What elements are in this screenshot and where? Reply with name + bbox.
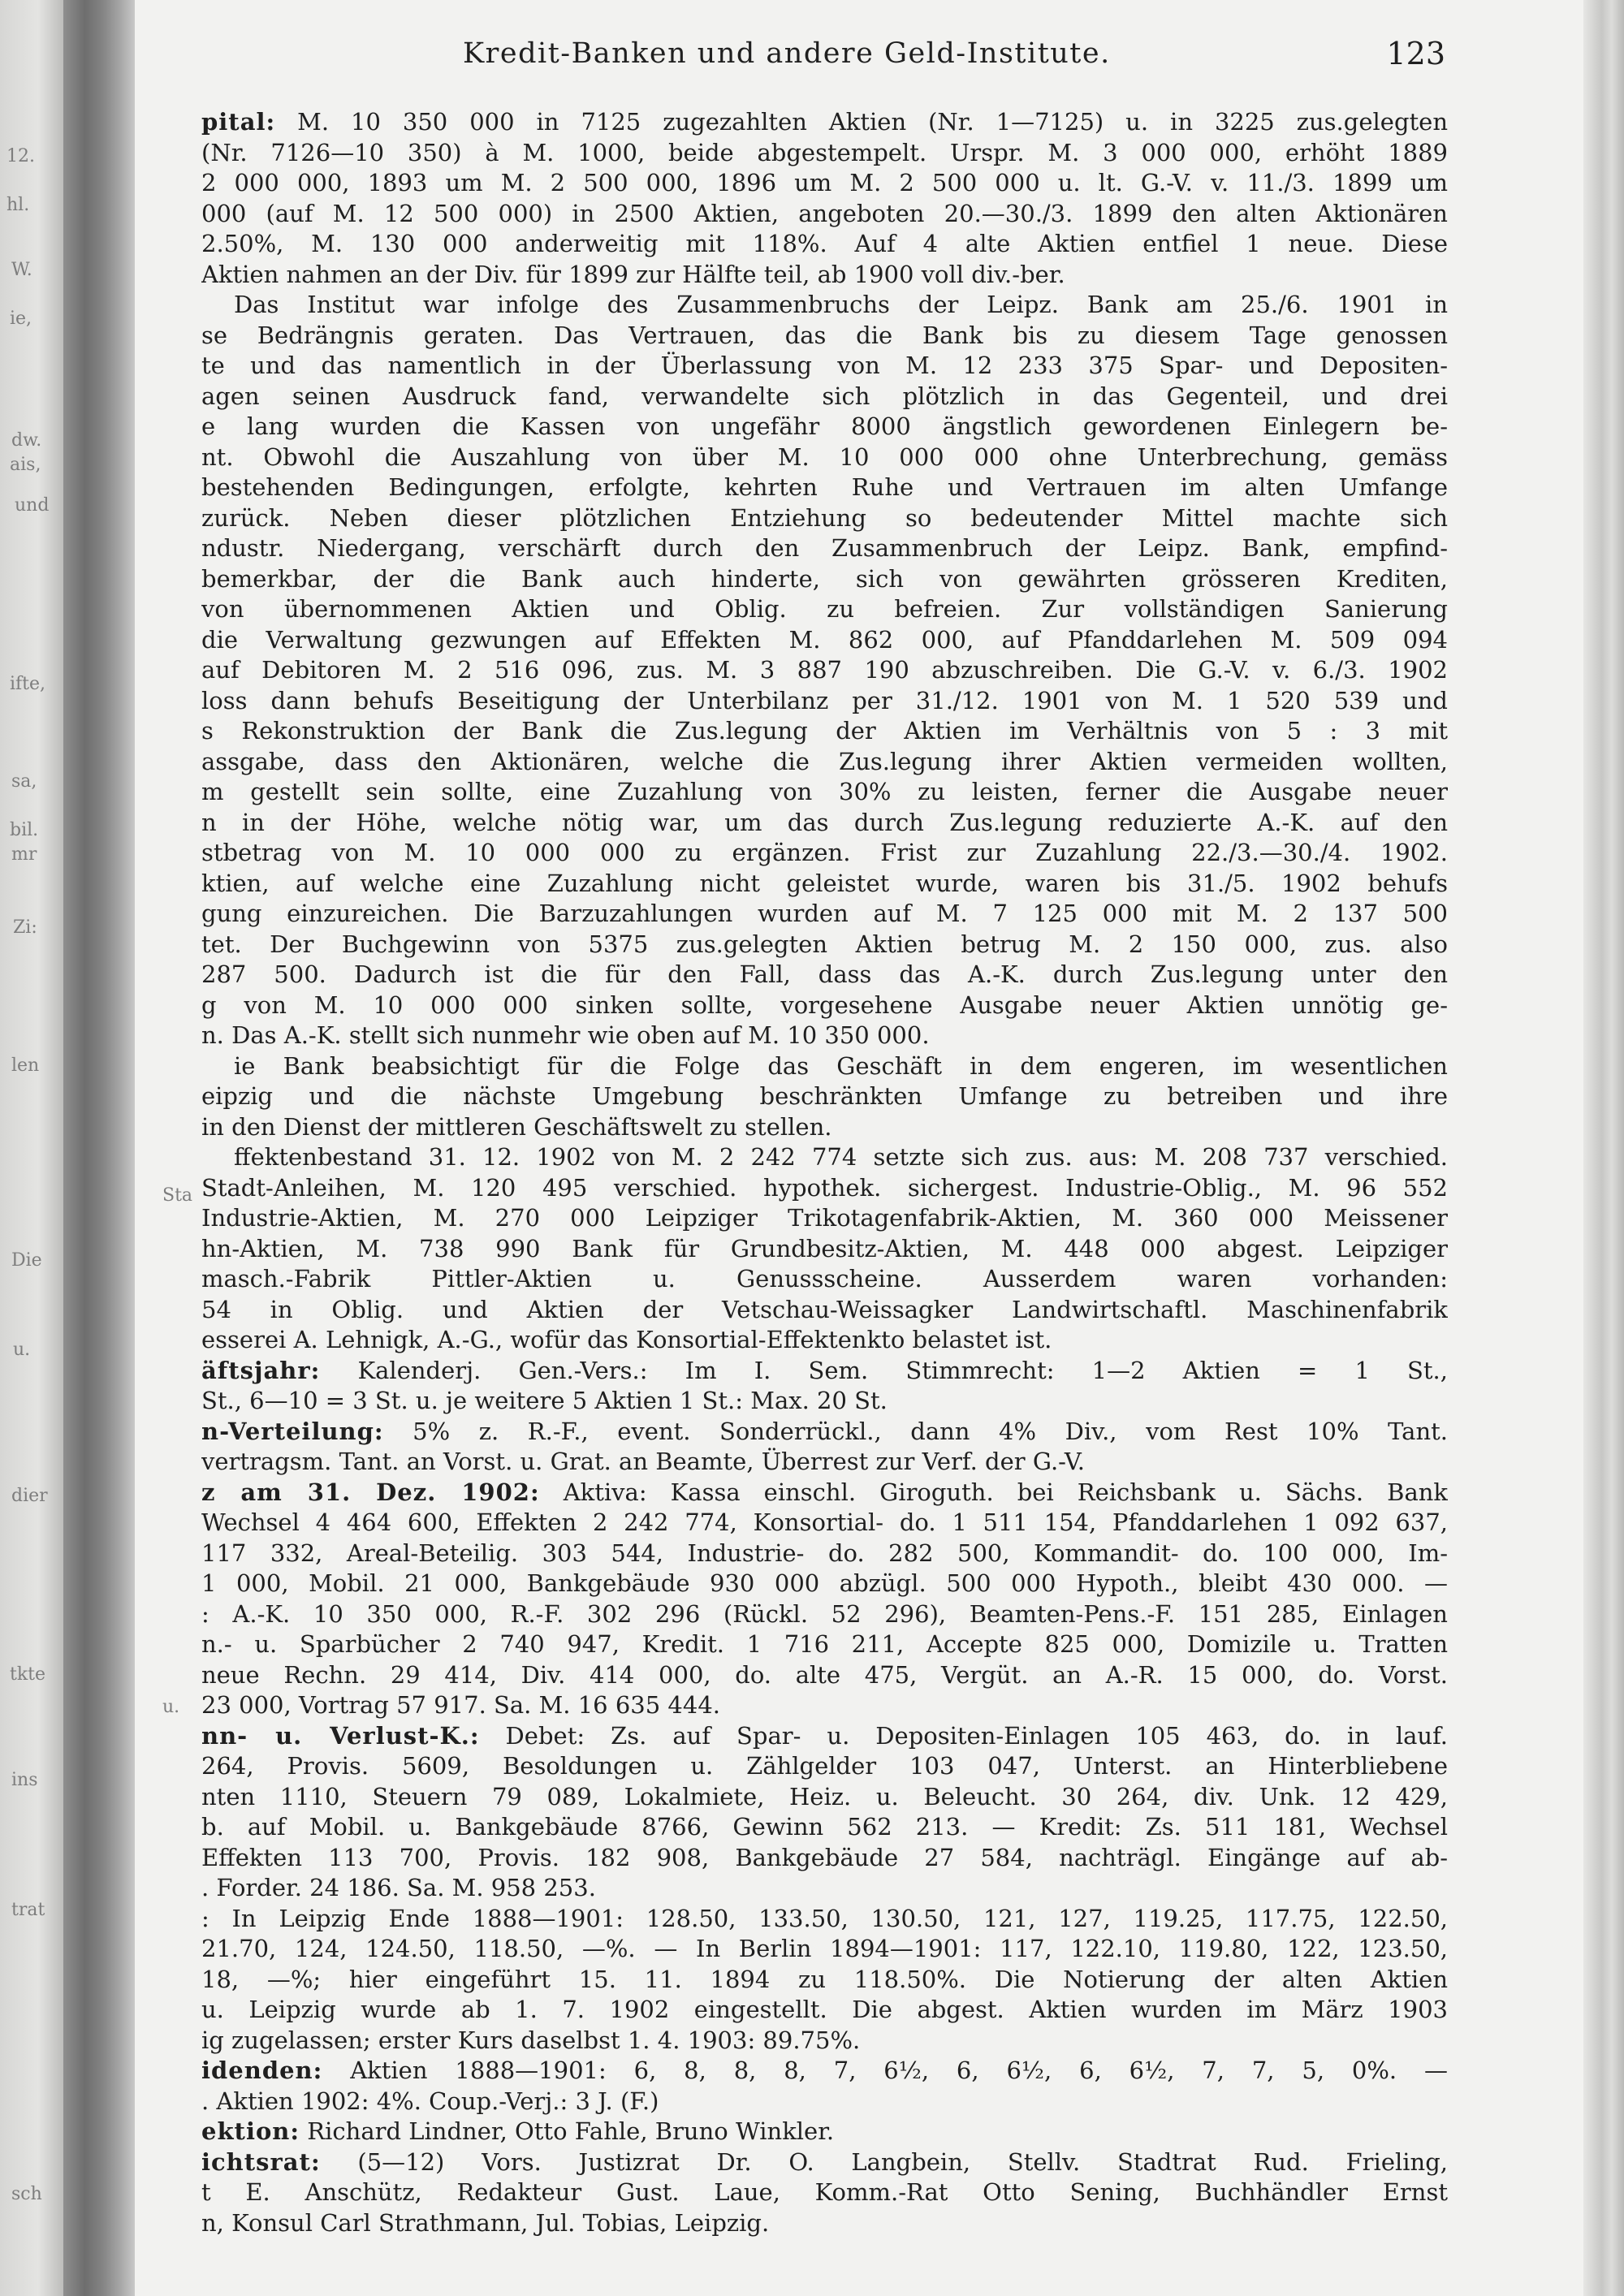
text-line [201,1234,1448,1265]
line-text: bemerkbar, der die Bank auch hinderte, sich von gewährten grösseren Krediten, [201,564,1448,593]
line-text: nten 1110, Steuern 79 089, Lokalmiete, Heiz. u. Beleucht. 30 264, div. Unk. 12 429, [201,1782,1448,1810]
text-line [201,2208,1448,2239]
text-line [201,1081,1448,1112]
body-text [201,107,1448,2267]
text-line [201,1690,1448,1721]
section-lead: ektion: [201,2117,300,2145]
margin-fragment: bil. [10,820,39,840]
line-text: gung einzureichen. Die Barzuzahlungen wurden auf M. 7 125 000 mit M. 2 137 500 [201,900,1448,927]
line-text: . Aktien 1902: 4%. Coup.-Verj.: 3 J. (F.) [201,2087,659,2115]
line-text: ig zugelassen; erster Kurs daselbst 1. 4. 1903: 89.75%. [201,2026,861,2054]
text-line [201,1356,1448,1387]
text-line [201,1751,1448,1782]
text-line [201,899,1448,930]
text-line [201,2177,1448,2208]
text-line [201,1325,1448,1356]
text-line [201,777,1448,808]
line-text: von übernommenen Aktien und Oblig. zu befreien. Zur vollständigen Sanierung [201,595,1448,623]
line-text: s Rekonstruktion der Bank die Zus.legung der Aktien im Verhältnis von 5 : 3 mit [201,717,1448,744]
line-text: die Verwaltung gezwungen auf Effekten M. 862 000, auf Pfanddarlehen M. 509 094 [201,625,1448,654]
facing-page-margin-fragments [0,0,195,2296]
line-text: M. 10 350 000 in 7125 zugezahlten Aktien (Nr. 1—7125) u. in 3225 zus.gelegten [275,108,1448,136]
line-text: Aktiva: Kassa einschl. Giroguth. bei Reichsbank u. Sächs. Bank [539,1478,1448,1506]
text-line [201,442,1448,473]
text-line [201,686,1448,717]
text-line [201,382,1448,412]
page-right-edge [1583,0,1624,2296]
text-line [201,594,1448,625]
line-text: 2 000 000, 1893 um M. 2 500 000, 1896 um M. 2 500 000 u. lt. G.-V. v. 11./3. 1899 um [201,169,1448,196]
margin-fragment: ifte, [10,674,46,694]
text-line [201,1934,1448,1965]
line-text: (Nr. 7126—10 350) à M. 1000, beide abgestempelt. Urspr. M. 3 000 000, erhöht 1889 [201,138,1448,166]
line-text: g von M. 10 000 000 sinken sollte, vorgesehene Ausgabe neuer Aktien unnötig ge- [201,990,1448,1019]
line-text: eipzig und die nächste Umgebung beschränkten Umfange zu betreiben und ihre [201,1082,1448,1110]
line-text: : A.-K. 10 350 000, R.-F. 302 296 (Rückl. 52 296), Beamten-Pens.-F. 151 285, Einlagen [201,1599,1448,1628]
line-text: 23 000, Vortrag 57 917. Sa. M. 16 635 444. [201,1691,720,1719]
margin-fragment: u. [13,1340,31,1360]
line-text: 117 332, Areal-Beteilig. 303 544, Industrie- do. 282 500, Kommandit- do. 100 000, Im- [201,1539,1448,1567]
text-line [201,869,1448,900]
text-line [201,1417,1448,1448]
margin-fragment: len [11,1055,40,1076]
margin-fragment: ie, [10,309,32,329]
text-line [201,960,1448,990]
line-text: b. auf Mobil. u. Bankgebäude 8766, Gewinn 562 213. — Kredit: Zs. 511 181, Wechsel [201,1813,1448,1841]
text-line [201,655,1448,686]
margin-fragment: trat [11,1900,45,1920]
text-line [201,503,1448,534]
line-text: 18, —%; hier eingeführt 15. 11. 1894 zu 118.50%. Die Notierung der alten Aktien [201,1965,1448,1993]
line-text: t E. Anschütz, Redakteur Gust. Laue, Komm.-Rat Otto Sening, Buchhändler Ernst [201,2178,1448,2206]
margin-fragment: Sta [162,1185,193,1206]
text-line [201,1599,1448,1630]
text-line [201,1447,1448,1478]
margin-fragment: Die [11,1250,42,1271]
line-text: 1 000, Mobil. 21 000, Bankgebäude 930 000 abzügl. 500 000 Hypoth., bleibt 430 000. — [201,1569,1448,1597]
text-line [201,716,1448,747]
line-text: 264, Provis. 5609, Besoldungen u. Zählgelder 103 047, Unterst. an Hinterbliebene [201,1752,1448,1780]
margin-fragment: 12. [6,146,35,166]
line-text: 5% z. R.-F., event. Sonderrückl., dann 4% Div., vom Rest 10% Tant. [383,1417,1448,1445]
section-lead: nn- u. Verlust-K.: [201,1721,480,1750]
line-text: ie Bank beabsichtigt für die Folge das Geschäft in dem engeren, im wesentlichen [234,1051,1448,1080]
text-line [201,1021,1448,1051]
text-line [201,412,1448,442]
line-text: assgabe, dass den Aktionären, welche die Zus.legung ihrer Aktien vermeiden wollten, [201,747,1448,775]
line-text: n. Das A.-K. stellt sich nunmehr wie oben auf M. 10 350 000. [201,1021,930,1049]
line-text: 54 in Oblig. und Aktien der Vetschau-Weissagker Landwirtschaftl. Maschinenfabrik [201,1295,1448,1323]
text-line [201,1629,1448,1660]
text-line [201,533,1448,564]
line-text: Aktien nahmen an der Div. für 1899 zur Hälfte teil, ab 1900 voll div.-ber. [201,260,1065,288]
page-number: 123 [1386,36,1445,71]
line-text: stbetrag von M. 10 000 000 zu ergänzen. Frist zur Zuzahlung 22./3.—30./4. 1902. [201,839,1448,866]
text-line [201,1539,1448,1569]
line-text: Aktien 1888—1901: 6, 8, 8, 8, 7, 6½, 6, 6½, 6, 6½, 7, 7, 5, 0%. — [322,2056,1448,2084]
margin-fragment: ais, [10,455,41,475]
margin-fragment: ins [11,1770,38,1790]
line-text: Richard Lindner, Otto Fahle, Bruno Winkler. [300,2117,835,2145]
text-line [201,473,1448,503]
text-line [201,1386,1448,1417]
line-text: in den Dienst der mittleren Geschäftswelt zu stellen. [201,1112,832,1141]
line-text: ndustr. Niedergang, verschärft durch den Zusammenbruch der Leipz. Bank, empfind- [201,534,1448,562]
text-line [201,1112,1448,1143]
margin-fragment: dier [11,1486,48,1506]
line-text: masch.-Fabrik Pittler-Aktien u. Genussscheine. Ausserdem waren vorhanden: [201,1265,1448,1293]
text-line [201,1843,1448,1874]
line-text: loss dann behufs Beseitigung der Unterbilanz per 31./12. 1901 von M. 1 520 539 und [201,686,1448,714]
line-text: 287 500. Dadurch ist die für den Fall, dass das A.-K. durch Zus.legung unter den [201,960,1448,988]
line-text: 000 (auf M. 12 500 000) in 2500 Aktien, angeboten 20.—30./3. 1899 den alten Aktionären [201,199,1448,227]
line-text: . Forder. 24 186. Sa. M. 958 253. [201,1874,596,1901]
line-text: Wechsel 4 464 600, Effekten 2 242 774, Konsortial- do. 1 511 154, Pfanddarlehen 1 092 637, [201,1508,1448,1536]
text-line [201,838,1448,869]
line-text: ffektenbestand 31. 12. 1902 von M. 2 242 774 setzte sich zus. aus: M. 208 737 verschied. [234,1143,1448,1171]
line-text: zurück. Neben dieser plötzlichen Entziehung so bedeutender Mittel machte sich [201,503,1448,532]
text-line [201,260,1448,291]
line-text: u. Leipzig wurde ab 1. 7. 1902 eingestellt. Die abgest. Aktien wurden im März 1903 [201,1996,1448,2023]
text-line [201,2087,1448,2117]
line-text: 21.70, 124, 124.50, 118.50, —%. — In Berlin 1894—1901: 117, 122.10, 119.80, 122, 123.50, [201,1935,1448,1962]
line-text: Kalenderj. Gen.-Vers.: Im I. Sem. Stimmrecht: 1—2 Aktien = 1 St., [320,1356,1448,1384]
text-line [201,229,1448,260]
line-text: Effekten 113 700, Provis. 182 908, Bankgebäude 27 584, nachträgl. Eingänge auf ab- [201,1843,1448,1871]
line-text: : In Leipzig Ende 1888—1901: 128.50, 133.50, 130.50, 121, 127, 119.25, 117.75, 122.50, [201,1904,1448,1932]
text-line [201,138,1448,169]
section-lead: idenden: [201,2056,323,2084]
text-line [201,808,1448,839]
margin-fragment: tkte [10,1664,46,1685]
text-line [201,990,1448,1021]
text-line [201,1508,1448,1539]
text-line [201,1965,1448,1996]
text-line [201,625,1448,656]
text-line [201,1478,1448,1508]
text-line [201,1904,1448,1935]
line-text: Industrie-Aktien, M. 270 000 Leipziger Trikotagenfabrik-Aktien, M. 360 000 Meissener [201,1204,1448,1232]
line-text: 2.50%, M. 130 000 anderweitig mit 118%. Auf 4 alte Aktien entfiel 1 neue. Diese [201,230,1448,257]
section-lead: pital: [201,108,276,136]
text-line [201,1051,1448,1082]
text-line [201,321,1448,352]
text-line [201,1782,1448,1813]
line-text: n.- u. Sparbücher 2 740 947, Kredit. 1 716 211, Accepte 825 000, Domizile u. Tratten [201,1630,1448,1658]
section-lead: n-Verteilung: [201,1417,384,1445]
section-lead: z am 31. Dez. 1902: [201,1478,540,1506]
margin-fragment: und [15,495,50,516]
text-line [201,1569,1448,1599]
text-line [201,1995,1448,2026]
text-line [201,2147,1448,2178]
text-line [201,107,1448,138]
text-line [201,168,1448,199]
text-line [201,351,1448,382]
line-text: agen seinen Ausdruck fand, verwandelte sich plötzlich in das Gegenteil, und drei [201,382,1448,410]
line-text: (5—12) Vors. Justizrat Dr. O. Langbein, Stellv. Stadtrat Rud. Frieling, [320,2147,1448,2176]
margin-fragment: u. [162,1697,180,1717]
margin-fragment: W. [11,260,32,280]
line-text: neue Rechn. 29 414, Div. 414 000, do. alte 475, Vergüt. an A.-R. 15 000, do. Vorst. [201,1660,1448,1689]
text-line [201,1873,1448,1904]
section-lead: äftsjahr: [201,1356,321,1384]
margin-fragment: sch [11,2184,42,2204]
line-text: Das Institut war infolge des Zusammenbruchs der Leipz. Bank am 25./6. 1901 in [234,291,1448,318]
text-line [201,2026,1448,2056]
text-line [201,1812,1448,1843]
line-text: ktien, auf welche eine Zuzahlung nicht geleistet wurde, waren bis 31./5. 1902 behufs [201,869,1448,897]
text-line [201,1660,1448,1691]
line-text: e lang wurden die Kassen von ungefähr 8000 ängstlich gewordenen Einlegern be- [201,412,1448,440]
line-text: nt. Obwohl die Auszahlung von über M. 10 000 000 ohne Unterbrechung, gemäss [201,442,1448,471]
line-text: se Bedrängnis geraten. Das Vertrauen, das die Bank bis zu diesem Tage genossen [201,321,1448,349]
text-line [201,930,1448,960]
text-line [201,199,1448,230]
line-text: bestehenden Bedingungen, erfolgte, kehrten Ruhe und Vertrauen im alten Umfange [201,473,1448,501]
text-line [201,2056,1448,2087]
line-text: Debet: Zs. auf Spar- u. Depositen-Einlagen 105 463, do. in lauf. [479,1721,1448,1750]
text-line [201,1173,1448,1204]
margin-fragment: Zi: [13,917,37,938]
line-text: St., 6—10 = 3 St. u. je weitere 5 Aktien 1 St.: Max. 20 St. [201,1387,888,1414]
margin-fragment: dw. [11,430,42,451]
text-line [201,564,1448,595]
margin-fragment: sa, [11,771,37,792]
line-text: n, Konsul Carl Strathmann, Jul. Tobias, Leipzig. [201,2208,770,2237]
text-line [201,1295,1448,1326]
section-lead: ichtsrat: [201,2147,321,2176]
text-line [201,1264,1448,1295]
line-text: vertragsm. Tant. an Vorst. u. Grat. an Beamte, Überrest zur Verf. der G.-V. [201,1448,1085,1475]
line-text: n in der Höhe, welche nötig war, um das durch Zus.legung reduzierte A.-K. auf den [201,808,1448,836]
text-line [201,290,1448,321]
margin-fragment: hl. [6,195,30,215]
text-line [201,1203,1448,1234]
line-text: esserei A. Lehnigk, A.-G., wofür das Konsortial-Effektenkto belastet ist. [201,1326,1052,1353]
line-text: hn-Aktien, M. 738 990 Bank für Grundbesitz-Aktien, M. 448 000 abgest. Leipziger [201,1234,1448,1262]
line-text: tet. Der Buchgewinn von 5375 zus.gelegten Aktien betrug M. 2 150 000, zus. also [201,930,1448,958]
line-text: te und das namentlich in der Überlassung von M. 12 233 375 Spar- und Depositen- [201,352,1448,379]
line-text: auf Debitoren M. 2 516 096, zus. M. 3 887 190 abzuschreiben. Die G.-V. v. 6./3. 1902 [201,656,1448,684]
line-text: m gestellt sein sollte, eine Zuzahlung von 30% zu leisten, ferner die Ausgabe neuer [201,778,1448,805]
text-line [201,747,1448,778]
margin-fragment: mr [11,844,37,865]
running-head-title: Kredit-Banken und andere Geld-Institute. [463,37,1111,70]
text-line [201,2117,1448,2147]
text-line [201,1721,1448,1752]
line-text: Stadt-Anleihen, M. 120 495 verschied. hypothek. sichergest. Industrie-Oblig., M. 96 552 [201,1173,1448,1202]
running-head [195,32,1445,81]
text-line [201,1142,1448,1173]
